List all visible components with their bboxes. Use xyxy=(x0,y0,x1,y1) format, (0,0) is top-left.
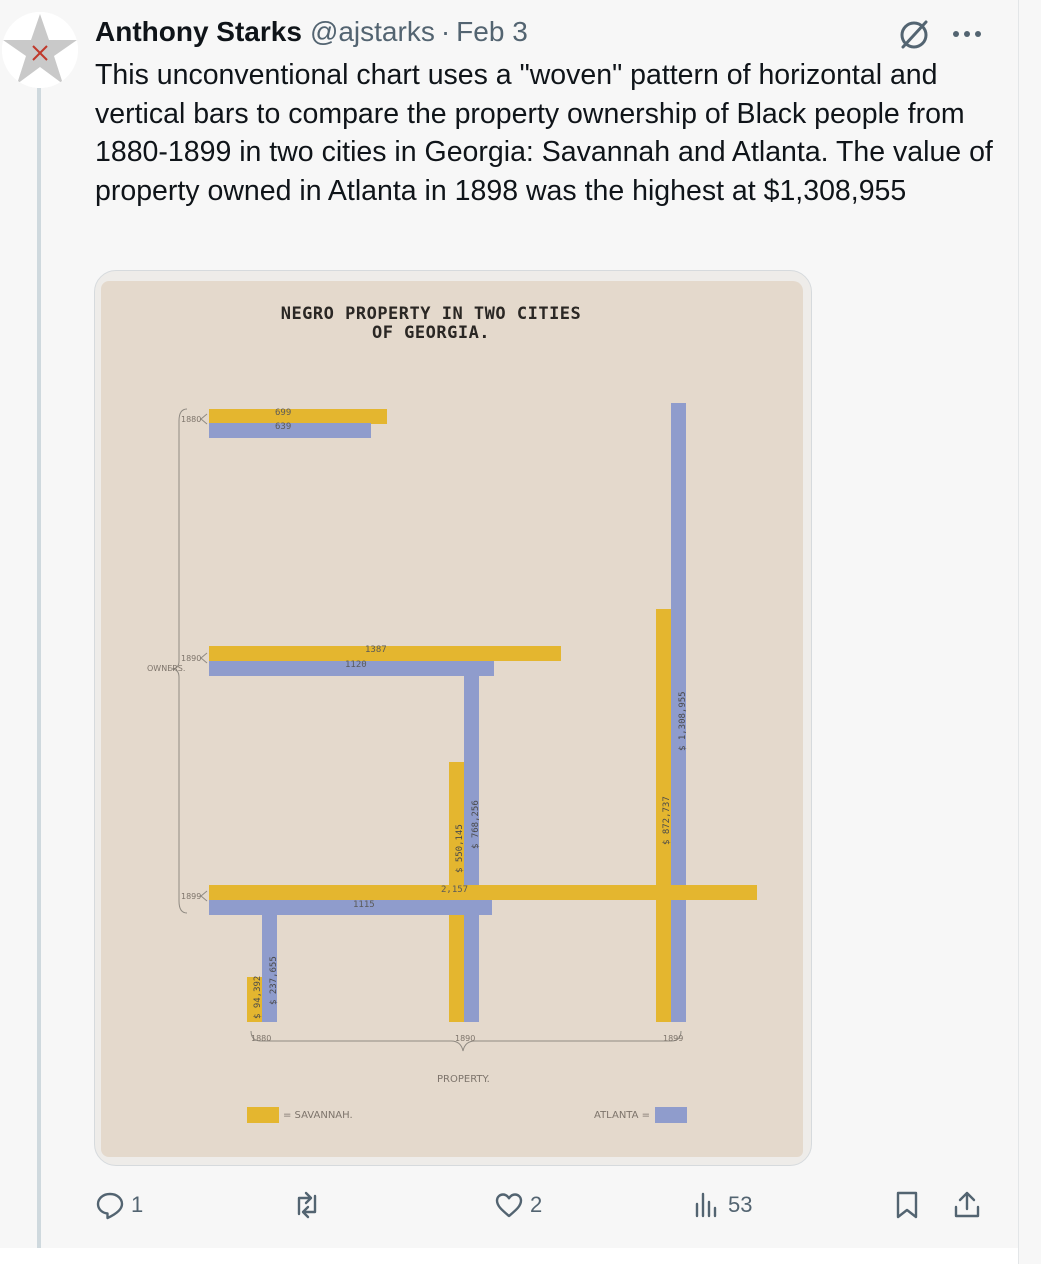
tweet-header xyxy=(95,14,528,50)
bar-owners-savannah-1899 xyxy=(209,885,757,900)
like-button[interactable] xyxy=(494,1190,542,1220)
separator-dot: · xyxy=(440,16,451,47)
legend-atlanta-label: ATLANTA = xyxy=(594,1110,651,1121)
property-atlanta-1880-label: $ 237,655 xyxy=(269,956,279,1005)
property-axis-label: PROPERTY. xyxy=(437,1074,490,1085)
owners-savannah-1899-label: 2,157 xyxy=(441,885,469,895)
repost-button[interactable] xyxy=(292,1190,328,1220)
property-year-1880: 1880 xyxy=(251,1034,272,1043)
owners-savannah-1890-label: 1387 xyxy=(365,645,387,655)
more-icon[interactable] xyxy=(950,16,986,52)
chart-paper xyxy=(101,281,803,1157)
tweet-date[interactable]: Feb 3 xyxy=(456,16,528,47)
owners-year-1890: 1890 xyxy=(181,654,202,663)
reply-icon xyxy=(95,1190,125,1220)
views-chart-icon xyxy=(692,1190,722,1220)
owners-atlanta-1899-label: 1115 xyxy=(353,900,375,910)
owners-atlanta-1880-label: 639 xyxy=(275,422,292,432)
legend-savannah-swatch xyxy=(247,1107,279,1123)
star-avatar-icon xyxy=(2,12,78,88)
repost-icon xyxy=(292,1190,322,1220)
chart-title-line1: NEGRO PROPERTY IN TWO CITIES xyxy=(280,304,582,324)
bar-owners-atlanta-1899 xyxy=(209,900,492,915)
like-count: 2 xyxy=(530,1192,543,1217)
share-button[interactable] xyxy=(952,1190,982,1220)
grok-icon[interactable] xyxy=(896,16,932,52)
next-tweet-edge xyxy=(0,1248,1018,1264)
reply-button[interactable] xyxy=(95,1190,143,1220)
property-savannah-1890-label: $ 550,145 xyxy=(455,824,465,873)
tweet-media-image[interactable] xyxy=(94,270,812,1166)
owners-year-1880: 1880 xyxy=(181,415,202,424)
legend-atlanta-swatch xyxy=(655,1107,687,1123)
property-atlanta-1899-label: $ 1,308,955 xyxy=(678,691,688,751)
tweet-actions xyxy=(0,1186,1018,1230)
heart-icon xyxy=(494,1190,524,1220)
bookmark-button[interactable] xyxy=(892,1190,922,1220)
property-savannah-1880-label: $ 94,392 xyxy=(253,975,263,1019)
property-year-1899: 1899 xyxy=(663,1034,684,1043)
owners-savannah-1880-label: 699 xyxy=(275,408,292,418)
property-year-1890: 1890 xyxy=(455,1034,476,1043)
reply-count: 1 xyxy=(131,1192,144,1217)
share-icon xyxy=(952,1190,982,1220)
author-name[interactable]: Anthony Starks xyxy=(95,16,302,47)
owners-axis-label: OWNERS. xyxy=(147,664,186,673)
property-atlanta-1890-label: $ 768,256 xyxy=(471,800,481,849)
bookmark-icon xyxy=(892,1190,922,1220)
owners-year-1899: 1899 xyxy=(181,892,202,901)
thread-line xyxy=(37,88,41,1264)
views-button[interactable] xyxy=(692,1190,752,1220)
chart-title-line2: OF GEORGIA. xyxy=(371,323,491,343)
chart-brackets xyxy=(101,281,803,1157)
timeline-border xyxy=(1018,0,1019,1264)
avatar[interactable] xyxy=(2,12,78,88)
author-handle[interactable]: @ajstarks xyxy=(309,16,435,47)
property-savannah-1899-label: $ 872,737 xyxy=(662,796,672,845)
tweet-text: This unconventional chart uses a "woven" pattern of horizontal and vertical bars to compare the property ownership of Black people from 1880-1899 in two cities in Georgia: Savannah and Atlanta. The value of property owned in Atlanta in 1898 was the highest at $1,308,955 xyxy=(95,59,993,207)
bar-owners-savannah-1880 xyxy=(209,409,387,424)
views-count: 53 xyxy=(728,1192,753,1217)
owners-atlanta-1890-label: 1120 xyxy=(345,660,367,670)
legend-savannah-label: = SAVANNAH. xyxy=(283,1110,353,1121)
